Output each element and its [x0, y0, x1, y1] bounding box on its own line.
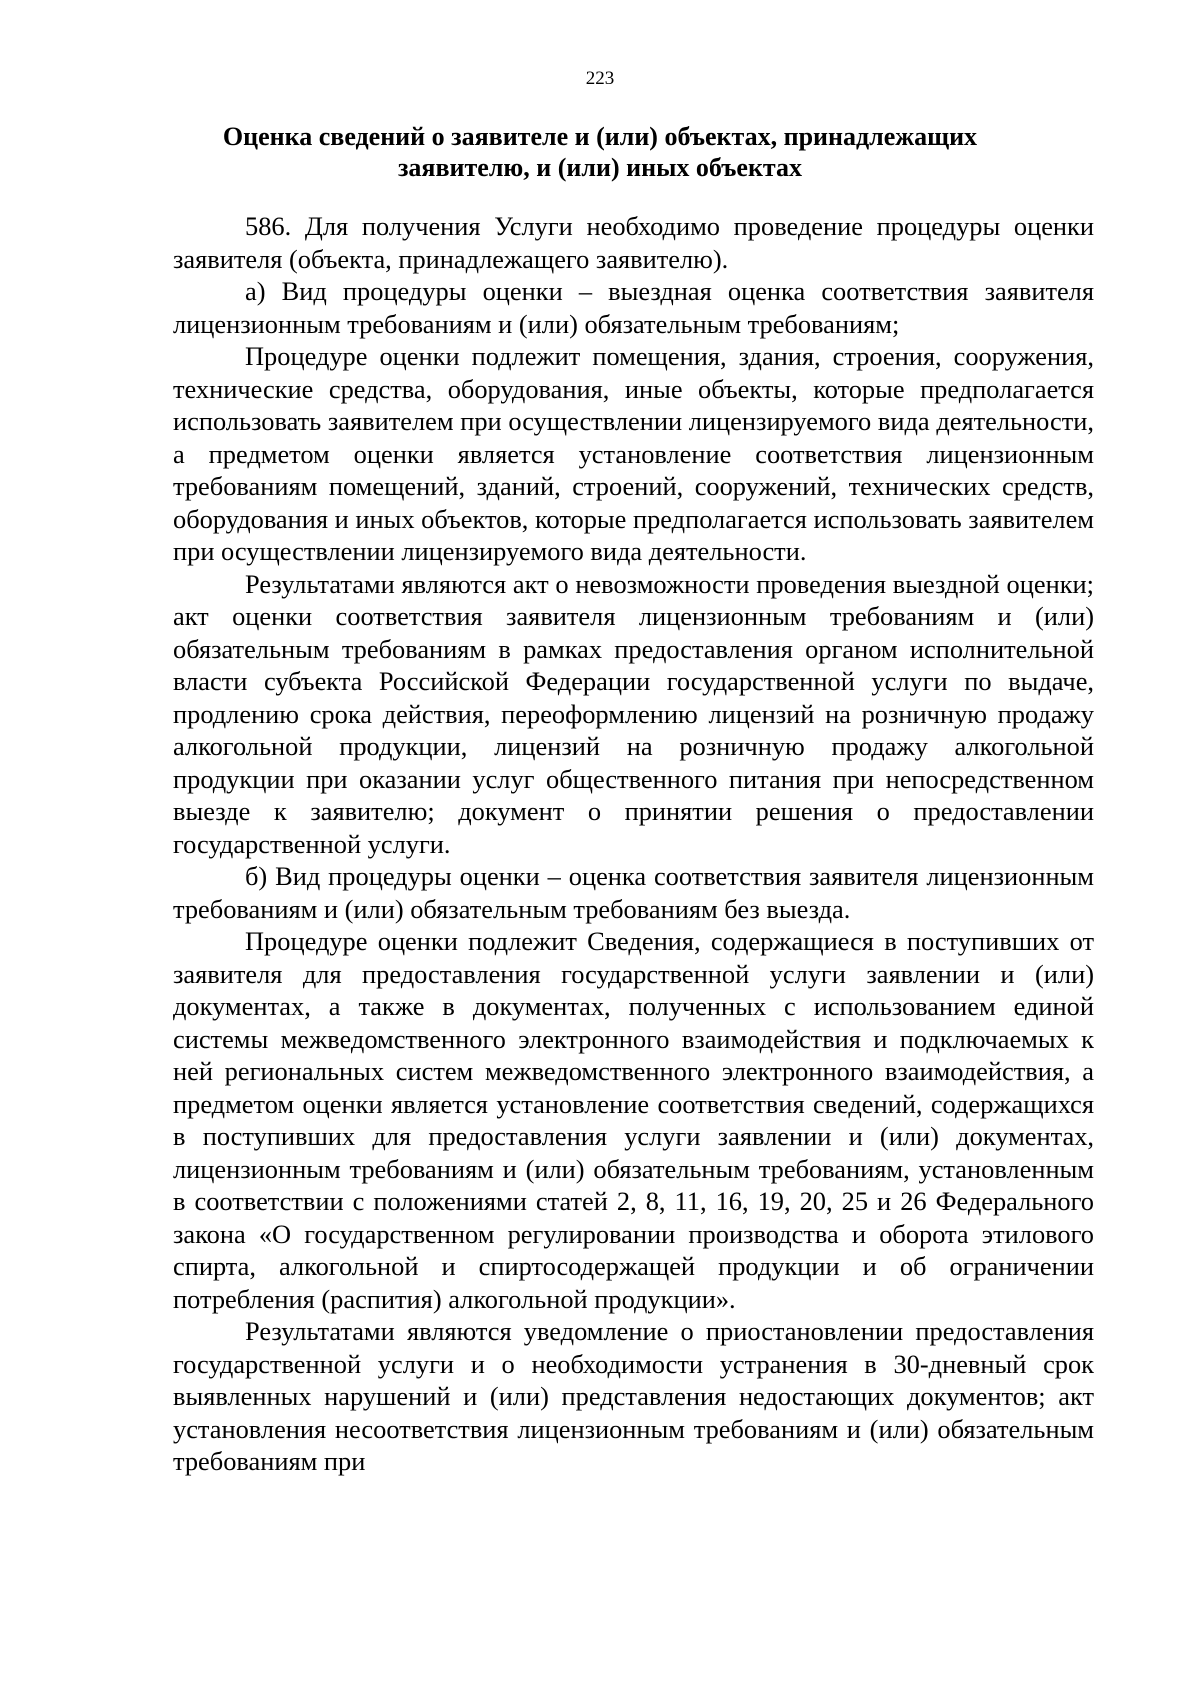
page-number: 223 — [585, 68, 615, 89]
paragraph-item-a: а) Вид процедуры оценки – выездная оценка соответствия заявителя лицензионным требованиям и (или) обязательным требованиям; — [173, 276, 1094, 339]
section-heading: Оценка сведений о заявителе и (или) объектах, принадлежащих заявителю, и (или) иных объектах — [222, 122, 978, 182]
paragraph-item-a-results: Результатами являются акт о невозможности проведения выездной оценки; акт оценки соответствия заявителя лицензионным требованиям и (или) обязательным требованиям в рамках предоставления органом исполнительной власти субъекта Российской Федерации государственной услуги по выдаче, продлению срока действия, переоформлению лицензий на розничную продажу алкогольной продукции, лицензий на розничную продажу алкогольной продукции при оказании услуг общественного питания при непосредственном выезде к заявителю; документ о принятии решения о предоставлении государственной услуги. — [173, 568, 1094, 859]
paragraph-item-b-subject: Процедуре оценки подлежит Сведения, содержащиеся в поступивших от заявителя для предоставления государственной услуги заявлении и (или) документах, а также в документах, полученных с использованием единой системы межведомственного электронного взаимодействия и подключаемых к ней региональных систем межведомственного электронного взаимодействия, а предметом оценки является установление соответствия сведений, содержащихся в поступивших для предоставления услуги заявлении и (или) документах, лицензионным требованиям и (или) обязательным требованиям, установленным в соответствии с положениями статей 2, 8, 11, 16, 19, 20, 25 и 26 Федерального закона «О государственном регулировании производства и оборота этилового спирта, алкогольной и спиртосодержащей продукции и об ограничении потребления (распития) алкогольной продукции». — [173, 926, 1094, 1314]
document-body — [173, 210, 1094, 1478]
paragraph-item-a-subject: Процедуре оценки подлежит помещения, здания, строения, сооружения, технические средства, оборудования, иные объекты, которые предполагается использовать заявителем при осуществлении лицензируемого вида деятельности, а предметом оценки является установление соответствия лицензионным требованиям помещений, зданий, строений, сооружений, технических средств, оборудования и иных объектов, которые предполагается использовать заявителем при осуществлении лицензируемого вида деятельности. — [173, 341, 1094, 566]
paragraph-586-intro: 586. Для получения Услуги необходимо проведение процедуры оценки заявителя (объекта, принадлежащего заявителю). — [173, 211, 1094, 274]
paragraph-item-b: б) Вид процедуры оценки – оценка соответствия заявителя лицензионным требованиям и (или) обязательным требованиям без выезда. — [173, 861, 1094, 924]
paragraph-item-b-results: Результатами являются уведомление о приостановлении предоставления государственной услуги и о необходимости устранения в 30-дневный срок выявленных нарушений и (или) представления недостающих документов; акт установления несоответствия лицензионным требованиям и (или) обязательным требованиям при — [173, 1316, 1094, 1476]
